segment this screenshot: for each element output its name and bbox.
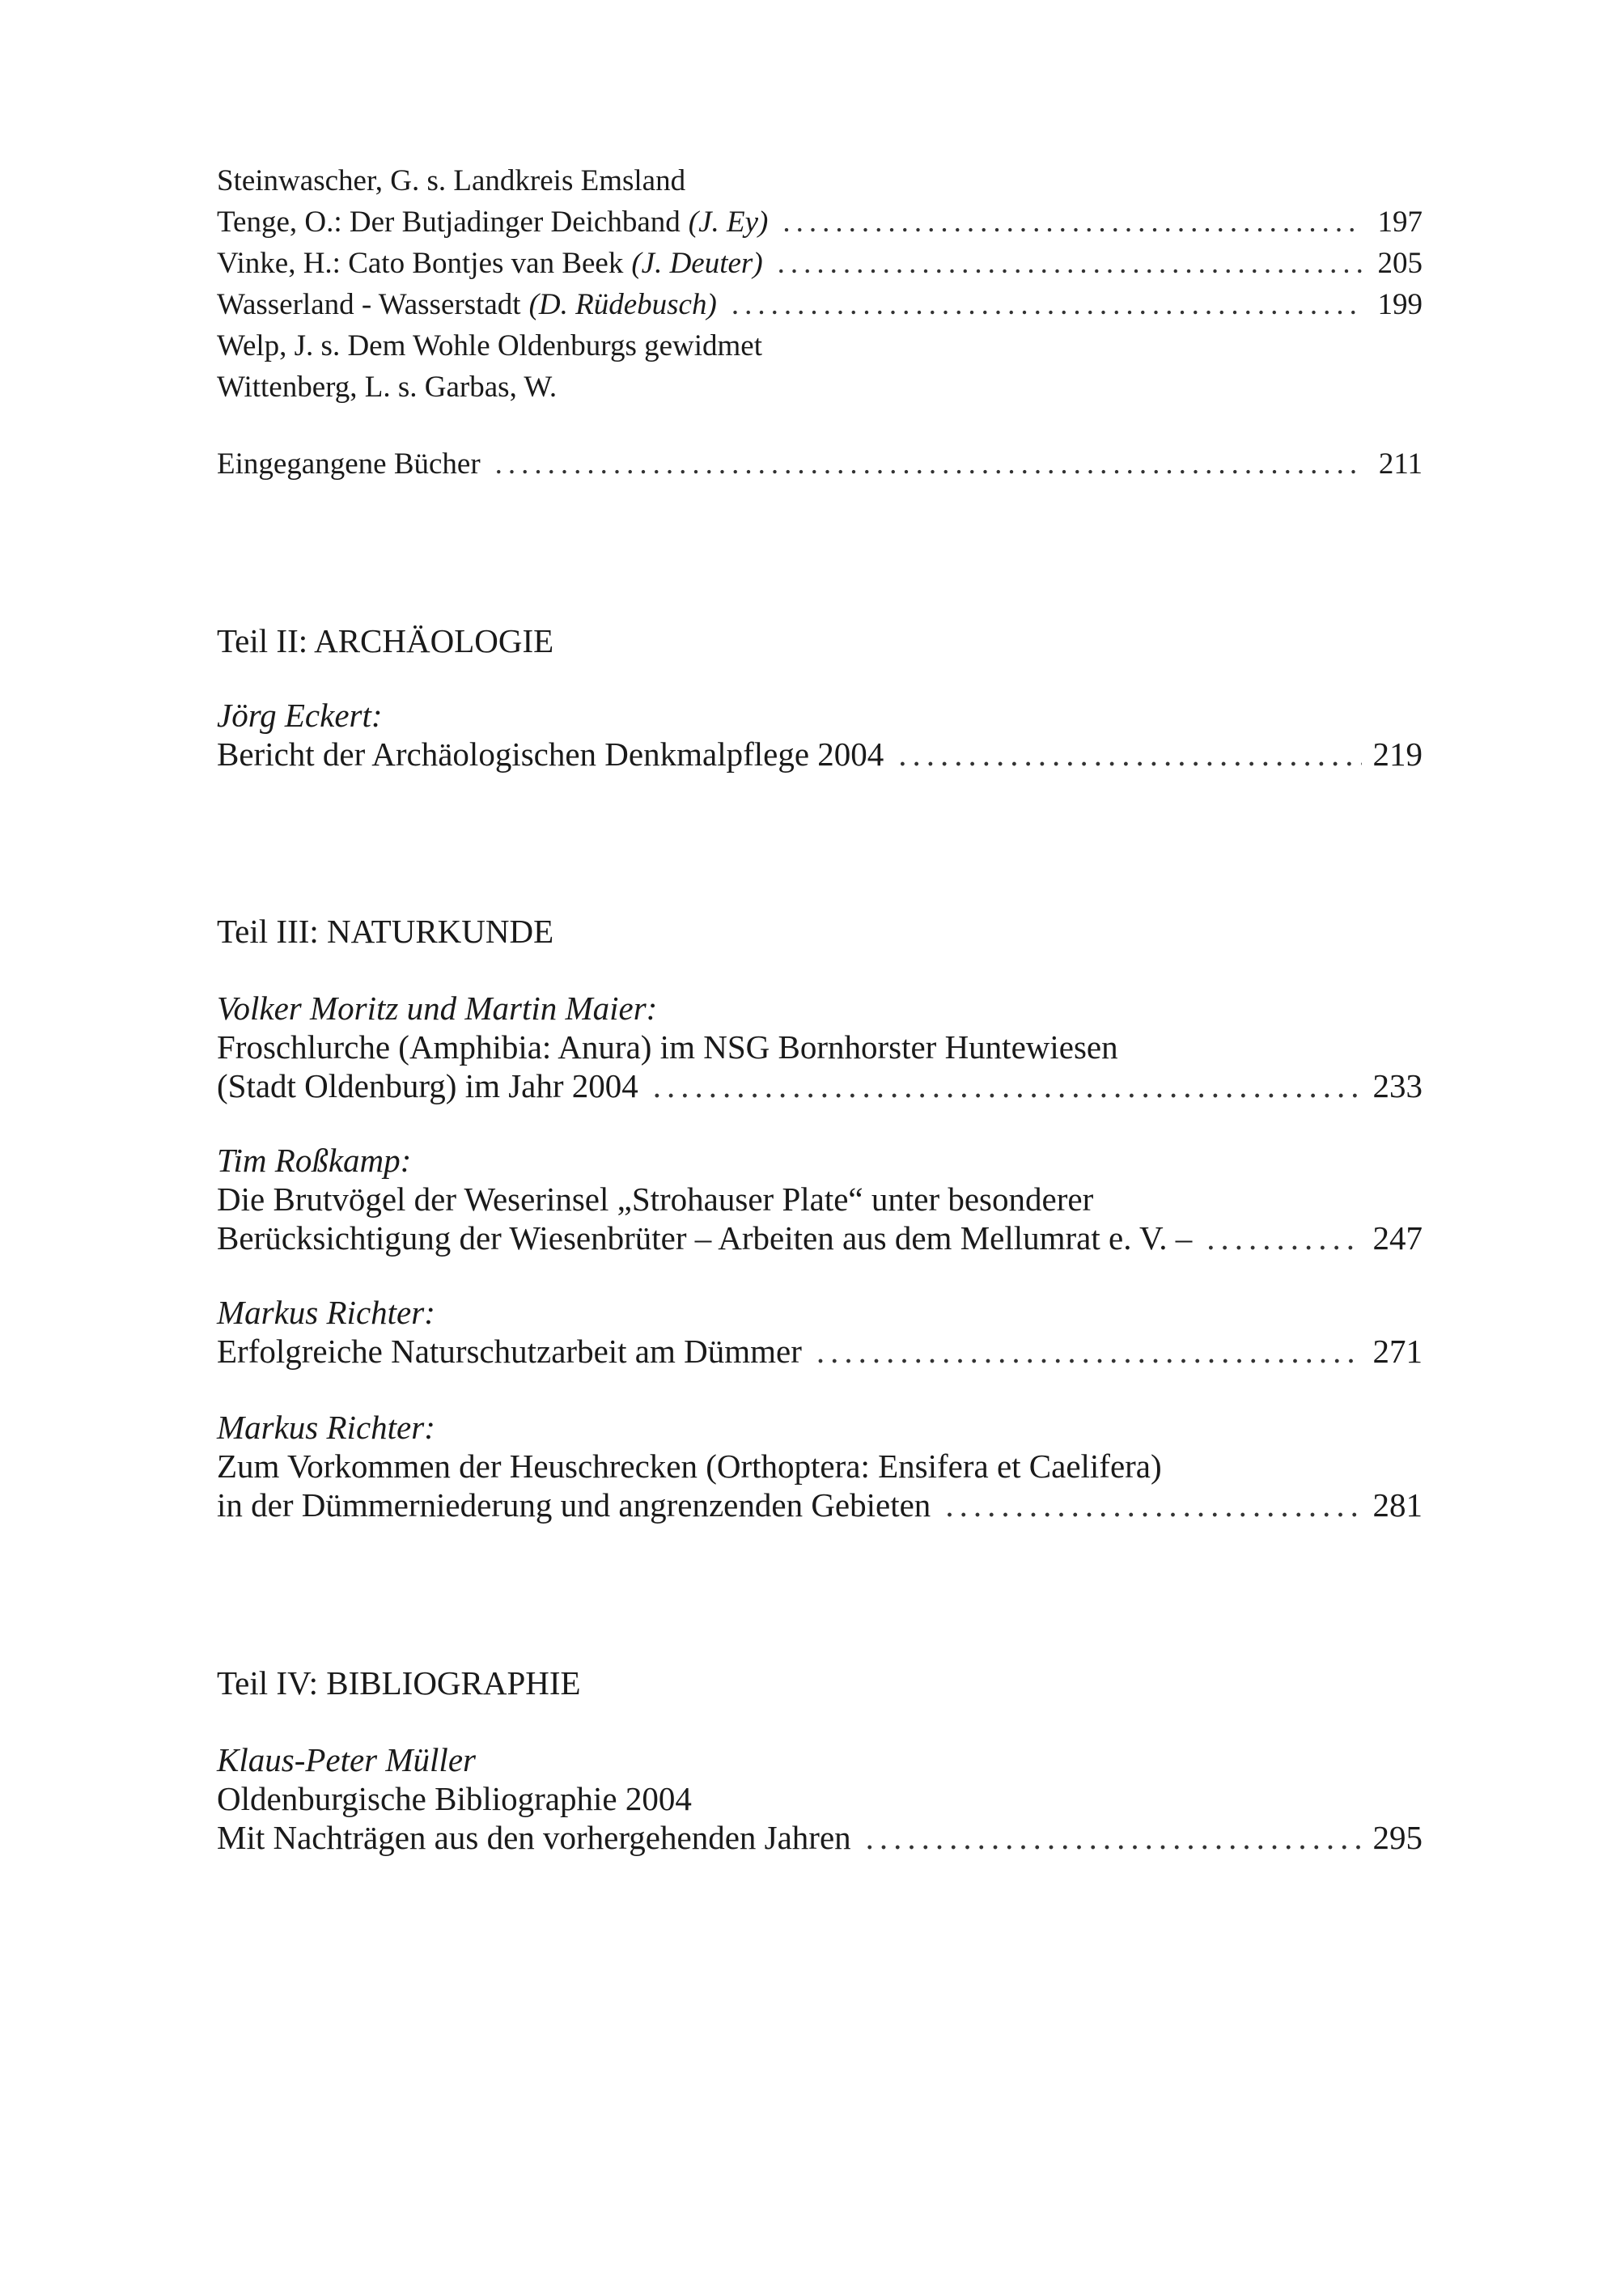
- index-entry: [217, 243, 1423, 284]
- dot-leader: [653, 1066, 1362, 1105]
- article-entry: [217, 1293, 1423, 1371]
- dot-leader: [1206, 1219, 1361, 1257]
- index-entry-text: Wasserland - Wasserstadt: [217, 288, 521, 321]
- page-number: 199: [1377, 288, 1423, 321]
- article-title: (Stadt Oldenburg) im Jahr 2004: [217, 1067, 638, 1104]
- index-entry: [217, 325, 1423, 367]
- article-title: Oldenburgische Bibliographie 2004: [217, 1780, 692, 1817]
- article-entry: [217, 989, 1423, 1105]
- index-entry: [217, 160, 1423, 201]
- article-title-line: [217, 1486, 1423, 1524]
- article-title-line: [217, 1180, 1423, 1219]
- index-entry-text: Vinke, H.: Cato Bontjes van Beek: [217, 247, 624, 280]
- page-number: 233: [1372, 1067, 1423, 1104]
- page-number: 197: [1377, 206, 1423, 239]
- page-number: 281: [1372, 1486, 1423, 1524]
- index-entry-text: Tenge, O.: Der Butjadinger Deichband: [217, 206, 681, 239]
- index-entries: [217, 160, 1423, 408]
- article-author: Jörg Eckert:: [217, 697, 383, 734]
- received-books-line: [217, 443, 1423, 485]
- dot-leader: [495, 443, 1363, 485]
- index-entry-text: Wittenberg, L. s. Garbas, W.: [217, 371, 558, 404]
- article-title-line: [217, 735, 1423, 774]
- article-author: Volker Moritz und Martin Maier:: [217, 990, 658, 1027]
- dot-leader: [898, 735, 1361, 774]
- article-title: in der Dümmerniederung und angrenzenden Gebieten: [217, 1486, 931, 1524]
- article-title: Berücksichtigung der Wiesenbrüter – Arbeiten aus dem Mellumrat e. V. –: [217, 1219, 1193, 1257]
- index-entry-reviewer: (D. Rüdebusch): [528, 288, 717, 321]
- received-books-entry: [217, 443, 1423, 485]
- page-number: 205: [1377, 247, 1423, 280]
- index-entry: [217, 201, 1423, 243]
- article-entry: [217, 1740, 1423, 1857]
- section-title: Teil IV: BIBLIOGRAPHIE: [217, 1664, 581, 1702]
- dot-leader: [866, 1818, 1362, 1857]
- received-books-label: Eingegangene Bücher: [217, 447, 481, 481]
- page-number: 271: [1372, 1333, 1423, 1370]
- index-entry-text: Welp, J. s. Dem Wohle Oldenburgs gewidmet: [217, 329, 763, 362]
- article-title-line: [217, 1447, 1423, 1486]
- dot-leader: [731, 284, 1363, 325]
- article-author: Markus Richter:: [217, 1409, 435, 1446]
- article-title: Bericht der Archäologischen Denkmalpflege 2004: [217, 735, 884, 773]
- article-author: Klaus-Peter Müller: [217, 1741, 476, 1778]
- article-title: Mit Nachträgen aus den vorhergehenden Jahren: [217, 1819, 851, 1856]
- dot-leader: [816, 1332, 1362, 1371]
- article-title: Erfolgreiche Naturschutzarbeit am Dümmer: [217, 1333, 802, 1370]
- article-title: Die Brutvögel der Weserinsel „Strohauser Plate“ unter besonderer: [217, 1180, 1094, 1218]
- section-title: Teil III: NATURKUNDE: [217, 913, 554, 950]
- index-entry-reviewer: (J. Ey): [688, 206, 769, 239]
- article-author: Tim Roßkamp:: [217, 1142, 412, 1179]
- article-entry: [217, 1141, 1423, 1257]
- dot-leader: [778, 243, 1363, 284]
- index-entry-reviewer: (J. Deuter): [631, 247, 763, 280]
- article-author: Markus Richter:: [217, 1294, 435, 1331]
- index-entry: [217, 367, 1423, 408]
- article-title-line: [217, 1818, 1423, 1857]
- page-number: 219: [1372, 735, 1423, 773]
- article-title-line: [217, 1219, 1423, 1257]
- page-number: 211: [1378, 447, 1423, 481]
- article-title: Zum Vorkommen der Heuschrecken (Orthoptera: Ensifera et Caelifera): [217, 1447, 1162, 1485]
- article-entry: [217, 1408, 1423, 1524]
- index-entry: [217, 284, 1423, 325]
- article-title-line: [217, 1028, 1423, 1066]
- dot-leader: [782, 201, 1363, 243]
- index-entry-text: Steinwascher, G. s. Landkreis Emsland: [217, 164, 686, 197]
- dot-leader: [945, 1486, 1361, 1524]
- article-title-line: [217, 1332, 1423, 1371]
- page-number: 295: [1372, 1819, 1423, 1856]
- article-title: Froschlurche (Amphibia: Anura) im NSG Bornhorster Huntewiesen: [217, 1028, 1118, 1066]
- section-title: Teil II: ARCHÄOLOGIE: [217, 622, 554, 659]
- article-title-line: [217, 1066, 1423, 1105]
- article-entry: [217, 696, 1423, 774]
- article-title-line: [217, 1779, 1423, 1818]
- page-number: 247: [1372, 1219, 1423, 1257]
